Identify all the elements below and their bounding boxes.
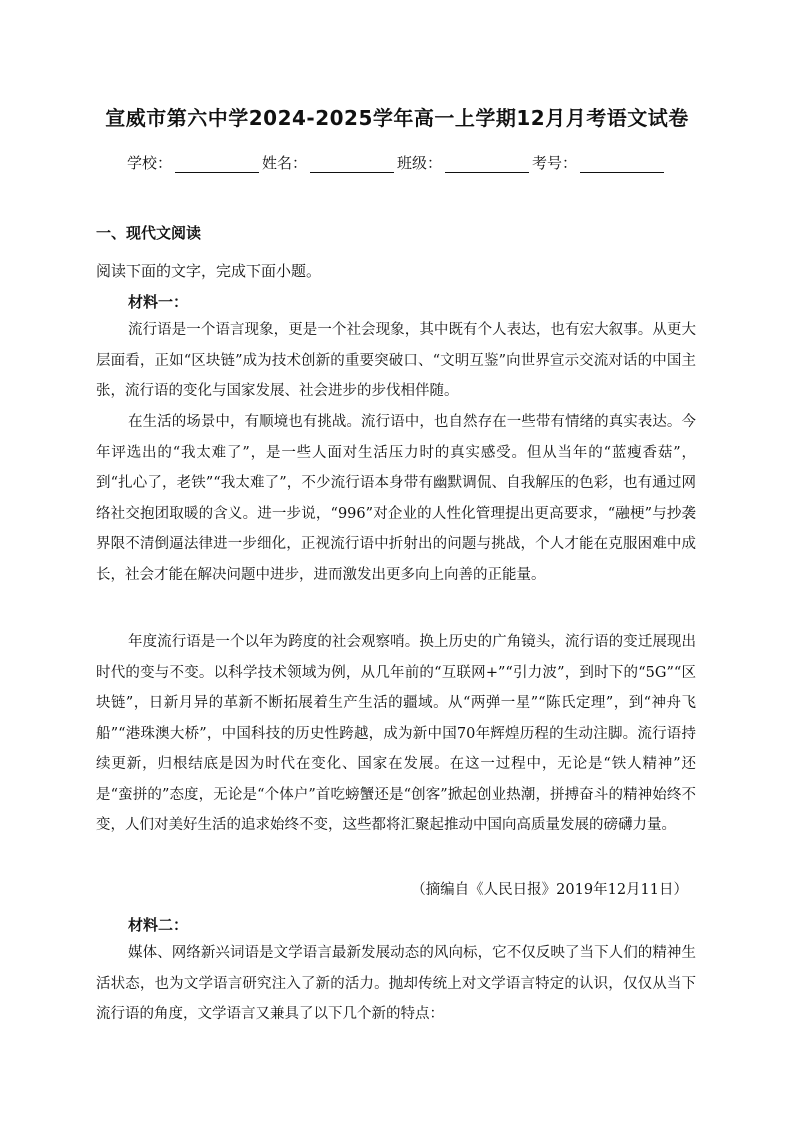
name-field [262,152,397,173]
instruction-text: 阅读下面的文字，完成下面小题。 [96,262,322,280]
material-one-label: 材料一： [128,293,189,311]
student-info-row [127,152,667,173]
material-one-paragraph-2: 在生活的场景中，有顺境也有挑战。流行语中，也自然存在一些带有情绪的真实表达。今年评选出的“我太难了”，是一些人面对生活压力时的真实感受。但从当年的“蓝瘦香菇”，到“扎心了，老铁”“我太难了”，不少流行语本身带有幽默调侃、自我解压的色彩，也有通过网络社交抱团取暖的含义。进一步说，“996”对企业的人性化管理提出更高要求，“融梗”与抄袭界限不清倒逼法律进一步细化，正视流行语中折射出的问题与挑战，个人才能在克服困难中成长，社会才能在解决问题中进步，进而激发出更多向上向善的正能量。 [96,414,696,583]
material-one-paragraph-3: 年度流行语是一个以年为跨度的社会观察哨。换上历史的广角镜头，流行语的变迁展现出时代的变与不变。以科学技术领域为例，从几年前的“互联网+”“引力波”，到时下的“5G”“区块链”，日新月异的革新不断拓展着生产生活的疆域。从“两弹一星”“陈氏定理”，到“神舟飞船”“港珠澳大桥”，中国科技的历史性跨越，成为新中国70年辉煌历程的生动注脚。流行语持续更新，归根结底是因为时代在变化、国家在发展。在这一过程中，无论是“铁人精神”还是“蛮拼的”态度，无论是“个体户”首吃螃蟹还是“创客”掀起创业热潮，拼搏奋斗的精神始终不变，人们对美好生活的追求始终不变，这些都将汇聚起推动中国向高质量发展的磅礴力量。 [96,634,696,833]
school-field [127,152,262,173]
name-blank[interactable] [310,156,394,173]
name-label: 姓名： [262,154,308,172]
page-title: 宣威市第六中学2024-2025学年高一上学期12月月考语文试卷 [105,106,689,130]
class-blank[interactable] [445,156,529,173]
exam-no-field [532,152,667,173]
material-two-paragraph-1: 媒体、网络新兴词语是文学语言最新发展动态的风向标，它不仅反映了当下人们的精神生活状态，也为文学语言研究注入了新的活力。抛却传统上对文学语言特定的认识，仅仅从当下流行语的角度，文学语言又兼具了以下几个新的特点： [96,945,696,1022]
material-one-paragraph-1: 流行语是一个语言现象，更是一个社会现象，其中既有个人表达，也有宏大叙事。从更大层面看，正如“区块链”成为技术创新的重要突破口、“文明互鉴”向世界宣示交流对话的中国主张，流行语的变化与国家发展、社会进步的步伐相伴随。 [96,322,696,399]
material-two-label: 材料二： [128,916,189,934]
class-label: 班级： [397,154,443,172]
exam-no-label: 考号： [532,154,578,172]
material-one-source: （摘编自《人民日报》2019年12月11日） [411,882,688,898]
section-heading: 一、现代文阅读 [96,224,202,242]
school-label: 学校： [127,154,173,172]
class-field [397,152,532,173]
school-blank[interactable] [175,156,259,173]
exam-no-blank[interactable] [580,156,664,173]
